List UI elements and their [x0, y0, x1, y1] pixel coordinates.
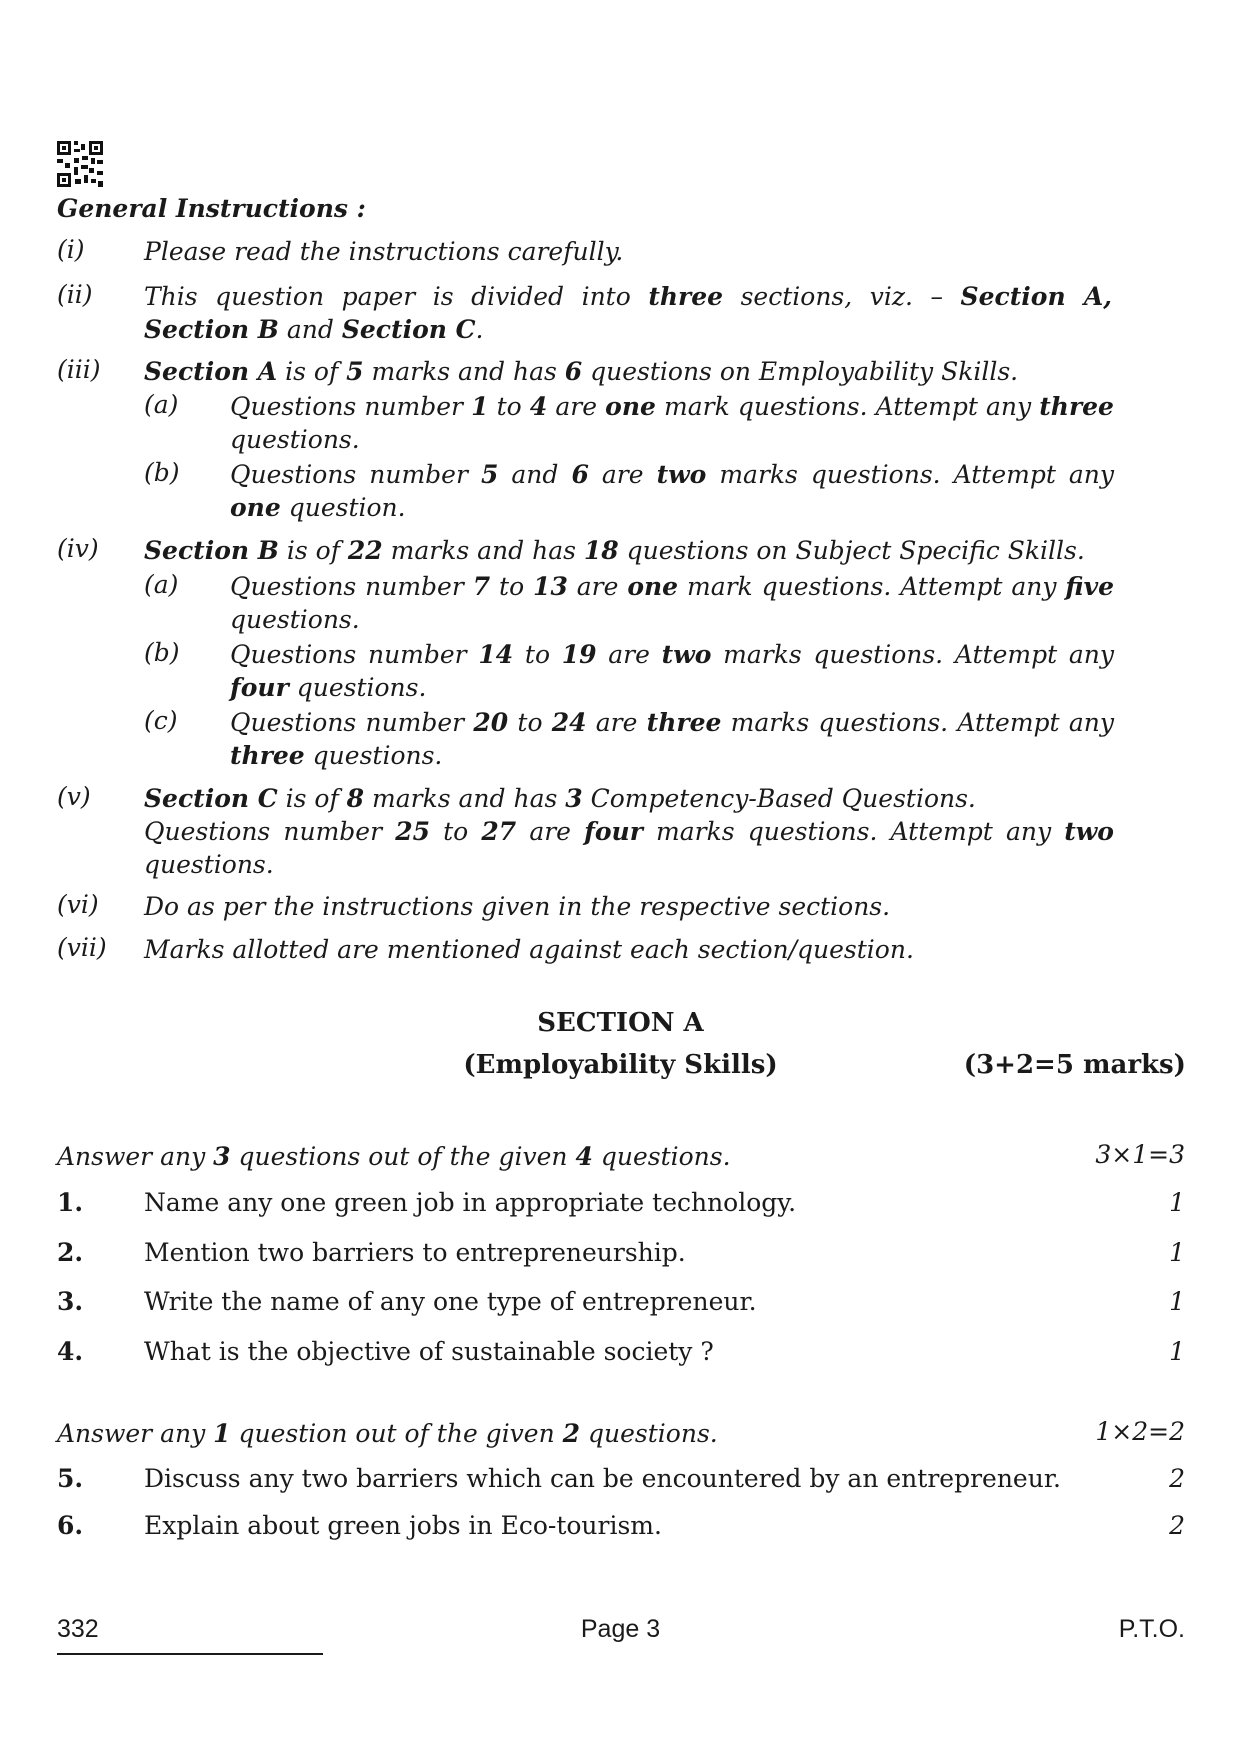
footer-rule: [57, 1653, 323, 1655]
sub-instruction-text: Questions number 14 to 19 are two marks questions. Attempt any four questions.: [230, 640, 1114, 702]
instruction-text: Questions number 25 to 27 are four marks questions. Attempt any two questions.: [144, 817, 1114, 879]
question-number: 5.: [57, 1464, 84, 1493]
instruction-text: Do as per the instructions given in the respective sections.: [144, 892, 891, 921]
sub-instruction-label: (b): [144, 638, 180, 667]
question-text: Mention two barriers to entrepreneurship.: [144, 1238, 686, 1267]
question-text: What is the objective of sustainable society ?: [144, 1337, 714, 1366]
group-instruction: Answer any 3 questions out of the given 4 questions.: [57, 1142, 731, 1171]
instruction-text: Please read the instructions carefully.: [144, 237, 624, 266]
question-number: 3.: [57, 1287, 84, 1316]
question-marks: 1: [1169, 1238, 1185, 1267]
question-text: Explain about green jobs in Eco-tourism.: [144, 1511, 662, 1540]
question-marks: 2: [1169, 1511, 1185, 1540]
instruction-text: Section B is of 22 marks and has 18 questions on Subject Specific Skills.: [144, 536, 1085, 565]
question-marks: 1: [1169, 1188, 1185, 1217]
page-number: Page 3: [580, 1615, 661, 1643]
question-number: 6.: [57, 1511, 84, 1540]
instruction-number: (ii): [57, 280, 93, 309]
question-text: Discuss any two barriers which can be encountered by an entrepreneur.: [144, 1464, 1061, 1493]
sub-instruction-text: Questions number 1 to 4 are one mark questions. Attempt any three questions.: [230, 392, 1114, 454]
instruction-number: (v): [57, 782, 91, 811]
sub-instruction-label: (c): [144, 706, 178, 735]
instruction-text: Section A is of 5 marks and has 6 questions on Employability Skills.: [144, 357, 1019, 386]
instruction-number: (vii): [57, 933, 107, 962]
question-text: Write the name of any one type of entrepreneur.: [144, 1287, 757, 1316]
group-instruction: Answer any 1 question out of the given 2 questions.: [57, 1419, 718, 1448]
paper-code: 332: [57, 1615, 99, 1643]
instruction-number: (iii): [57, 355, 101, 384]
question-marks: 2: [1169, 1464, 1185, 1493]
group-marks: 3×1=3: [1095, 1140, 1185, 1169]
sub-instruction-text: Questions number 5 and 6 are two marks questions. Attempt any one question.: [230, 460, 1115, 522]
instruction-text: Section C is of 8 marks and has 3 Competency-Based Questions.: [144, 784, 976, 813]
sub-instruction-text: Questions number 7 to 13 are one mark questions. Attempt any five questions.: [230, 572, 1114, 634]
question-number: 1.: [57, 1188, 84, 1217]
question-number: 2.: [57, 1238, 84, 1267]
question-marks: 1: [1169, 1337, 1185, 1366]
instruction-number: (vi): [57, 890, 99, 919]
qr-code: [57, 141, 103, 187]
instruction-number: (i): [57, 235, 85, 264]
section-title: SECTION A: [537, 1008, 704, 1038]
instructions-heading: General Instructions :: [57, 194, 366, 223]
sub-instruction-label: (a): [144, 390, 179, 419]
group-marks: 1×2=2: [1095, 1417, 1185, 1446]
question-text: Name any one green job in appropriate technology.: [144, 1188, 797, 1217]
question-number: 4.: [57, 1337, 84, 1366]
instruction-number: (iv): [57, 534, 99, 563]
sub-instruction-label: (a): [144, 570, 179, 599]
instruction-text: Marks allotted are mentioned against each section/question.: [144, 935, 914, 964]
instruction-text: This question paper is divided into three sections, viz. – Section A, Section B and Section C.: [144, 282, 1113, 344]
pto-label: P.T.O.: [1118, 1615, 1185, 1643]
sub-instruction-label: (b): [144, 458, 180, 487]
sub-instruction-text: Questions number 20 to 24 are three marks questions. Attempt any three questions.: [230, 708, 1114, 770]
question-marks: 1: [1169, 1287, 1185, 1316]
section-subtitle: (Employability Skills): [463, 1050, 778, 1080]
section-marks: (3+2=5 marks): [963, 1050, 1186, 1080]
